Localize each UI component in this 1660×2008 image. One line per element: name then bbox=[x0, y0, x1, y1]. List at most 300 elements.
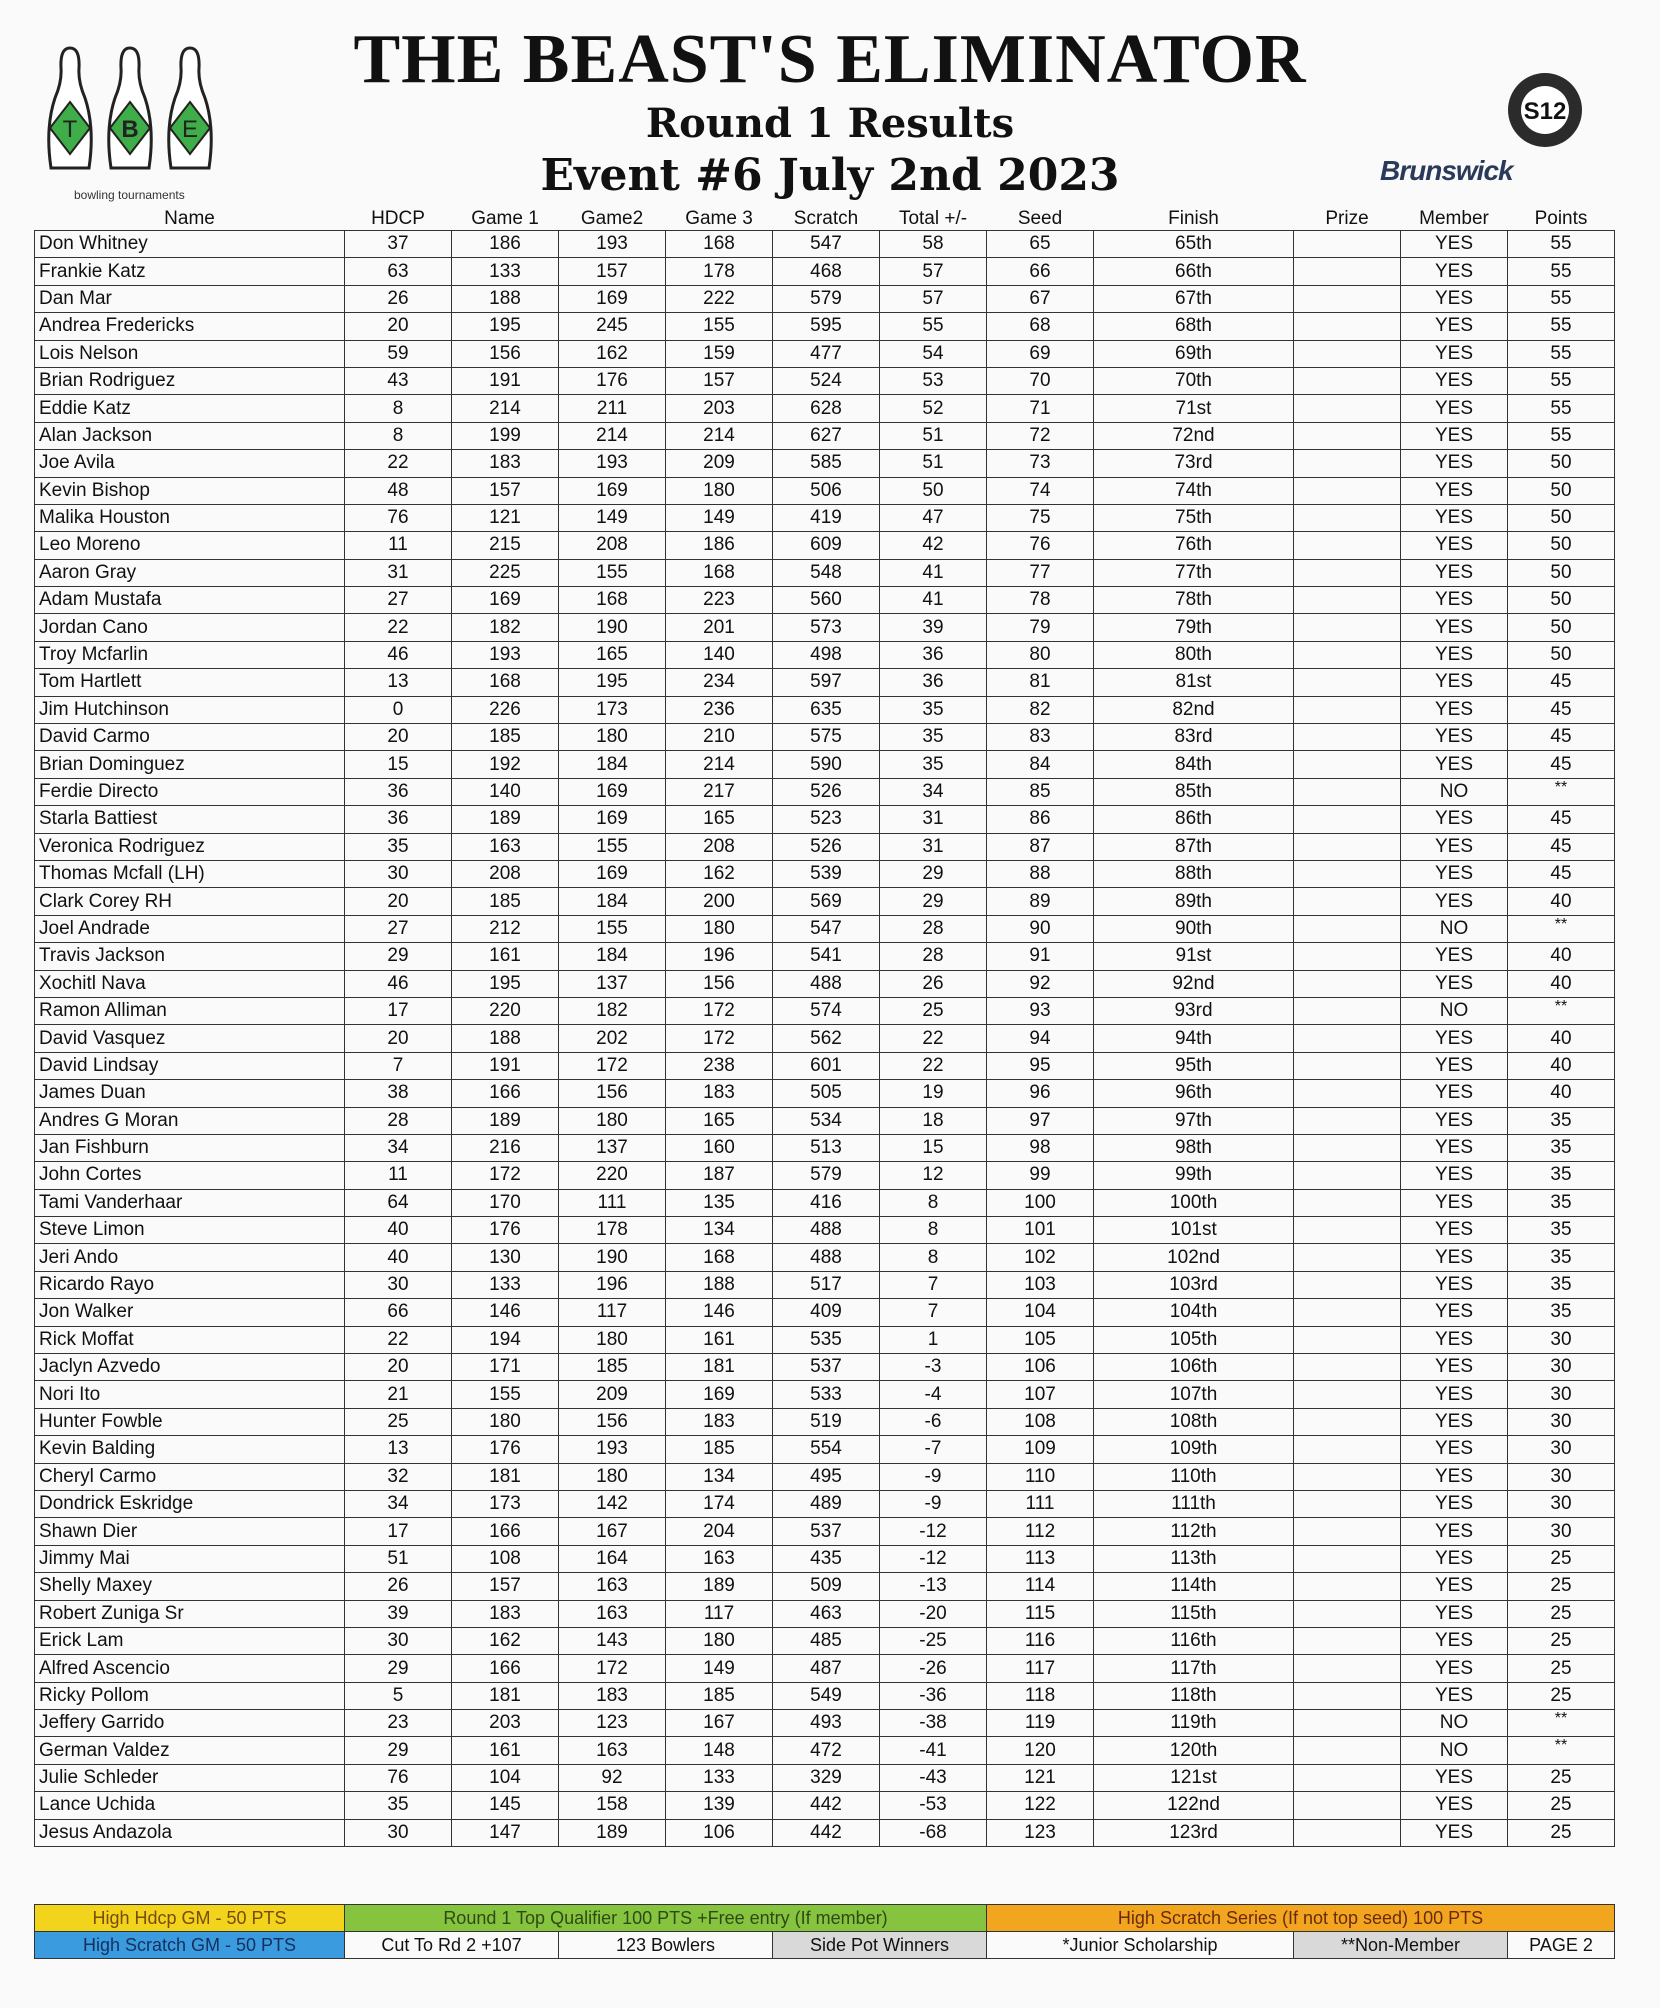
cell-game2: 169 bbox=[559, 477, 666, 504]
cell-game2: 173 bbox=[559, 696, 666, 723]
cell-name: Leo Moreno bbox=[35, 532, 345, 559]
cell-points: 55 bbox=[1508, 313, 1615, 340]
cell-member: YES bbox=[1401, 641, 1508, 668]
cell-total: -9 bbox=[880, 1463, 987, 1490]
cell-seed: 78 bbox=[987, 587, 1094, 614]
cell-game2: 163 bbox=[559, 1737, 666, 1764]
table-row bbox=[35, 313, 1615, 340]
cell-prize bbox=[1294, 778, 1401, 805]
cell-total: 39 bbox=[880, 614, 987, 641]
table-row bbox=[35, 1052, 1615, 1079]
cell-member: YES bbox=[1401, 1162, 1508, 1189]
cell-points: 30 bbox=[1508, 1381, 1615, 1408]
cell-finish: 70th bbox=[1094, 367, 1294, 394]
legend-high-hdcp: High Hdcp GM - 50 PTS bbox=[35, 1905, 345, 1932]
cell-game3: 183 bbox=[666, 1080, 773, 1107]
cell-game2: 184 bbox=[559, 751, 666, 778]
cell-prize bbox=[1294, 1326, 1401, 1353]
cell-points: 25 bbox=[1508, 1545, 1615, 1572]
cell-game2: 169 bbox=[559, 778, 666, 805]
cell-hdcp: 43 bbox=[345, 367, 452, 394]
cell-member: YES bbox=[1401, 860, 1508, 887]
table-row bbox=[35, 1107, 1615, 1134]
cell-points: 45 bbox=[1508, 833, 1615, 860]
cell-scratch: 537 bbox=[773, 1518, 880, 1545]
cell-game1: 176 bbox=[452, 1217, 559, 1244]
cell-total: -12 bbox=[880, 1518, 987, 1545]
cell-name: Brian Rodriguez bbox=[35, 367, 345, 394]
cell-game3: 187 bbox=[666, 1162, 773, 1189]
cell-game2: 117 bbox=[559, 1299, 666, 1326]
cell-total: 15 bbox=[880, 1134, 987, 1161]
cell-scratch: 487 bbox=[773, 1655, 880, 1682]
cell-game2: 142 bbox=[559, 1490, 666, 1517]
cell-game2: 245 bbox=[559, 313, 666, 340]
cell-prize bbox=[1294, 1025, 1401, 1052]
cell-hdcp: 20 bbox=[345, 1025, 452, 1052]
cell-prize bbox=[1294, 669, 1401, 696]
cell-seed: 95 bbox=[987, 1052, 1094, 1079]
cell-points: 25 bbox=[1508, 1792, 1615, 1819]
cell-game1: 183 bbox=[452, 450, 559, 477]
cell-total: 36 bbox=[880, 669, 987, 696]
cell-hdcp: 64 bbox=[345, 1189, 452, 1216]
cell-member: YES bbox=[1401, 614, 1508, 641]
cell-game3: 178 bbox=[666, 258, 773, 285]
cell-finish: 102nd bbox=[1094, 1244, 1294, 1271]
cell-points: 50 bbox=[1508, 532, 1615, 559]
cell-name: Cheryl Carmo bbox=[35, 1463, 345, 1490]
cell-total: -36 bbox=[880, 1682, 987, 1709]
cell-finish: 87th bbox=[1094, 833, 1294, 860]
cell-game1: 104 bbox=[452, 1764, 559, 1791]
cell-game2: 143 bbox=[559, 1627, 666, 1654]
cell-points: 25 bbox=[1508, 1600, 1615, 1627]
cell-seed: 98 bbox=[987, 1134, 1094, 1161]
cell-game2: 162 bbox=[559, 340, 666, 367]
cell-game1: 161 bbox=[452, 1737, 559, 1764]
cell-points: 25 bbox=[1508, 1682, 1615, 1709]
cell-total: -25 bbox=[880, 1627, 987, 1654]
cell-member: YES bbox=[1401, 1600, 1508, 1627]
cell-game3: 168 bbox=[666, 559, 773, 586]
cell-finish: 121st bbox=[1094, 1764, 1294, 1791]
cell-seed: 74 bbox=[987, 477, 1094, 504]
cell-total: -43 bbox=[880, 1764, 987, 1791]
cell-hdcp: 17 bbox=[345, 1518, 452, 1545]
cell-hdcp: 13 bbox=[345, 1436, 452, 1463]
cell-total: -20 bbox=[880, 1600, 987, 1627]
table-row bbox=[35, 1764, 1615, 1791]
legend-high-scratch-series: High Scratch Series (If not top seed) 100 PTS bbox=[987, 1905, 1615, 1932]
cell-finish: 81st bbox=[1094, 669, 1294, 696]
cell-game3: 238 bbox=[666, 1052, 773, 1079]
cell-points: 40 bbox=[1508, 888, 1615, 915]
cell-scratch: 579 bbox=[773, 1162, 880, 1189]
table-row bbox=[35, 1162, 1615, 1189]
cell-game3: 203 bbox=[666, 395, 773, 422]
cell-total: 53 bbox=[880, 367, 987, 394]
cell-seed: 86 bbox=[987, 806, 1094, 833]
cell-total: -6 bbox=[880, 1408, 987, 1435]
cell-seed: 119 bbox=[987, 1710, 1094, 1737]
cell-seed: 85 bbox=[987, 778, 1094, 805]
cell-finish: 112th bbox=[1094, 1518, 1294, 1545]
cell-points: 35 bbox=[1508, 1299, 1615, 1326]
legend-row-1 bbox=[35, 1905, 1615, 1932]
cell-finish: 89th bbox=[1094, 888, 1294, 915]
cell-scratch: 547 bbox=[773, 231, 880, 258]
cell-prize bbox=[1294, 1271, 1401, 1298]
legend-bowlers: 123 Bowlers bbox=[559, 1932, 773, 1959]
cell-seed: 89 bbox=[987, 888, 1094, 915]
cell-total: 34 bbox=[880, 778, 987, 805]
cell-seed: 92 bbox=[987, 970, 1094, 997]
cell-member: YES bbox=[1401, 1764, 1508, 1791]
cell-game1: 176 bbox=[452, 1436, 559, 1463]
cell-prize bbox=[1294, 997, 1401, 1024]
table-row bbox=[35, 1271, 1615, 1298]
cell-scratch: 533 bbox=[773, 1381, 880, 1408]
cell-total: 22 bbox=[880, 1025, 987, 1052]
cell-game1: 180 bbox=[452, 1408, 559, 1435]
cell-total: -26 bbox=[880, 1655, 987, 1682]
cell-finish: 69th bbox=[1094, 340, 1294, 367]
cell-game3: 181 bbox=[666, 1354, 773, 1381]
cell-scratch: 554 bbox=[773, 1436, 880, 1463]
cell-prize bbox=[1294, 285, 1401, 312]
col-seed: Seed bbox=[1017, 208, 1063, 229]
cell-total: 28 bbox=[880, 915, 987, 942]
cell-total: 58 bbox=[880, 231, 987, 258]
cell-prize bbox=[1294, 258, 1401, 285]
cell-finish: 91st bbox=[1094, 943, 1294, 970]
logo-letter-e: E bbox=[181, 116, 199, 143]
cell-name: Joel Andrade bbox=[35, 915, 345, 942]
cell-hdcp: 30 bbox=[345, 1819, 452, 1846]
cell-scratch: 463 bbox=[773, 1600, 880, 1627]
cell-game2: 165 bbox=[559, 641, 666, 668]
cell-prize bbox=[1294, 1080, 1401, 1107]
cell-game2: 149 bbox=[559, 504, 666, 531]
legend-junior: *Junior Scholarship bbox=[987, 1932, 1294, 1959]
cell-member: YES bbox=[1401, 669, 1508, 696]
cell-hdcp: 30 bbox=[345, 1627, 452, 1654]
cell-seed: 84 bbox=[987, 751, 1094, 778]
cell-game1: 185 bbox=[452, 724, 559, 751]
cell-scratch: 488 bbox=[773, 970, 880, 997]
cell-seed: 122 bbox=[987, 1792, 1094, 1819]
cell-points: 30 bbox=[1508, 1408, 1615, 1435]
cell-scratch: 477 bbox=[773, 340, 880, 367]
cell-game3: 157 bbox=[666, 367, 773, 394]
cell-game2: 156 bbox=[559, 1408, 666, 1435]
cell-hdcp: 27 bbox=[345, 587, 452, 614]
cell-hdcp: 13 bbox=[345, 669, 452, 696]
cell-hdcp: 28 bbox=[345, 1107, 452, 1134]
cell-game3: 165 bbox=[666, 1107, 773, 1134]
cell-finish: 98th bbox=[1094, 1134, 1294, 1161]
cell-total: 55 bbox=[880, 313, 987, 340]
cell-points: 40 bbox=[1508, 1080, 1615, 1107]
cell-scratch: 573 bbox=[773, 614, 880, 641]
cell-game2: 169 bbox=[559, 860, 666, 887]
cell-points: ** bbox=[1508, 1710, 1615, 1737]
cell-seed: 120 bbox=[987, 1737, 1094, 1764]
cell-scratch: 329 bbox=[773, 1764, 880, 1791]
cell-seed: 111 bbox=[987, 1490, 1094, 1517]
cell-name: Tom Hartlett bbox=[35, 669, 345, 696]
cell-member: YES bbox=[1401, 696, 1508, 723]
cell-total: -53 bbox=[880, 1792, 987, 1819]
cell-game3: 223 bbox=[666, 587, 773, 614]
cell-prize bbox=[1294, 367, 1401, 394]
cell-points: 30 bbox=[1508, 1518, 1615, 1545]
legend-table bbox=[34, 1904, 1615, 1959]
cell-name: Adam Mustafa bbox=[35, 587, 345, 614]
cell-total: 47 bbox=[880, 504, 987, 531]
cell-member: YES bbox=[1401, 1217, 1508, 1244]
cell-finish: 88th bbox=[1094, 860, 1294, 887]
cell-scratch: 635 bbox=[773, 696, 880, 723]
cell-game2: 180 bbox=[559, 1107, 666, 1134]
cell-member: YES bbox=[1401, 1436, 1508, 1463]
table-row bbox=[35, 1436, 1615, 1463]
cell-game3: 214 bbox=[666, 422, 773, 449]
cell-game3: 201 bbox=[666, 614, 773, 641]
table-row bbox=[35, 504, 1615, 531]
cell-game2: 180 bbox=[559, 724, 666, 751]
cell-game2: 196 bbox=[559, 1271, 666, 1298]
cell-prize bbox=[1294, 888, 1401, 915]
cell-name: Erick Lam bbox=[35, 1627, 345, 1654]
cell-prize bbox=[1294, 340, 1401, 367]
table-row bbox=[35, 1737, 1615, 1764]
cell-game3: 169 bbox=[666, 1381, 773, 1408]
cell-points: 25 bbox=[1508, 1819, 1615, 1846]
table-row bbox=[35, 1600, 1615, 1627]
cell-game2: 211 bbox=[559, 395, 666, 422]
cell-total: -9 bbox=[880, 1490, 987, 1517]
cell-game3: 163 bbox=[666, 1545, 773, 1572]
cell-scratch: 488 bbox=[773, 1217, 880, 1244]
cell-name: Alan Jackson bbox=[35, 422, 345, 449]
legend-page: PAGE 2 bbox=[1508, 1932, 1615, 1959]
cell-finish: 85th bbox=[1094, 778, 1294, 805]
cell-game3: 155 bbox=[666, 313, 773, 340]
col-scratch: Scratch bbox=[793, 208, 859, 229]
cell-seed: 80 bbox=[987, 641, 1094, 668]
cell-game2: 137 bbox=[559, 1134, 666, 1161]
cell-hdcp: 26 bbox=[345, 1573, 452, 1600]
cell-hdcp: 34 bbox=[345, 1134, 452, 1161]
cell-member: YES bbox=[1401, 587, 1508, 614]
cell-member: YES bbox=[1401, 258, 1508, 285]
cell-seed: 110 bbox=[987, 1463, 1094, 1490]
cell-seed: 79 bbox=[987, 614, 1094, 641]
cell-seed: 121 bbox=[987, 1764, 1094, 1791]
cell-game1: 156 bbox=[452, 340, 559, 367]
cell-scratch: 585 bbox=[773, 450, 880, 477]
cell-hdcp: 20 bbox=[345, 1354, 452, 1381]
cell-game1: 171 bbox=[452, 1354, 559, 1381]
cell-scratch: 495 bbox=[773, 1463, 880, 1490]
cell-hdcp: 30 bbox=[345, 860, 452, 887]
cell-member: YES bbox=[1401, 1655, 1508, 1682]
brunswick-logo: Brunswick bbox=[1380, 155, 1513, 186]
cell-total: 57 bbox=[880, 258, 987, 285]
cell-name: Julie Schleder bbox=[35, 1764, 345, 1791]
cell-game2: 193 bbox=[559, 450, 666, 477]
cell-member: YES bbox=[1401, 1819, 1508, 1846]
table-row bbox=[35, 1463, 1615, 1490]
table-row bbox=[35, 997, 1615, 1024]
table-row bbox=[35, 915, 1615, 942]
cell-seed: 68 bbox=[987, 313, 1094, 340]
cell-seed: 76 bbox=[987, 532, 1094, 559]
bowling-pins-icon bbox=[40, 40, 220, 190]
cell-total: 8 bbox=[880, 1244, 987, 1271]
cell-seed: 114 bbox=[987, 1573, 1094, 1600]
cell-seed: 71 bbox=[987, 395, 1094, 422]
cell-member: YES bbox=[1401, 1573, 1508, 1600]
cell-finish: 109th bbox=[1094, 1436, 1294, 1463]
cell-member: YES bbox=[1401, 313, 1508, 340]
cell-name: Clark Corey RH bbox=[35, 888, 345, 915]
cell-finish: 122nd bbox=[1094, 1792, 1294, 1819]
cell-game1: 189 bbox=[452, 806, 559, 833]
cell-prize bbox=[1294, 1463, 1401, 1490]
cell-name: Alfred Ascencio bbox=[35, 1655, 345, 1682]
cell-scratch: 498 bbox=[773, 641, 880, 668]
col-member: Member bbox=[1419, 208, 1489, 229]
cell-seed: 109 bbox=[987, 1436, 1094, 1463]
cell-game3: 167 bbox=[666, 1710, 773, 1737]
cell-hdcp: 5 bbox=[345, 1682, 452, 1709]
cell-total: 28 bbox=[880, 943, 987, 970]
cell-points: 35 bbox=[1508, 1189, 1615, 1216]
cell-prize bbox=[1294, 1189, 1401, 1216]
cell-scratch: 597 bbox=[773, 669, 880, 696]
cell-game3: 172 bbox=[666, 997, 773, 1024]
cell-name: Brian Dominguez bbox=[35, 751, 345, 778]
cell-game2: 180 bbox=[559, 1326, 666, 1353]
cell-hdcp: 20 bbox=[345, 724, 452, 751]
cell-seed: 97 bbox=[987, 1107, 1094, 1134]
cell-finish: 67th bbox=[1094, 285, 1294, 312]
cell-name: Veronica Rodriguez bbox=[35, 833, 345, 860]
cell-points: 55 bbox=[1508, 395, 1615, 422]
cell-name: Ricky Pollom bbox=[35, 1682, 345, 1709]
cell-game2: 214 bbox=[559, 422, 666, 449]
cell-name: Ricardo Rayo bbox=[35, 1271, 345, 1298]
cell-hdcp: 37 bbox=[345, 231, 452, 258]
cell-member: YES bbox=[1401, 888, 1508, 915]
cell-prize bbox=[1294, 477, 1401, 504]
cell-hdcp: 76 bbox=[345, 1764, 452, 1791]
cell-member: YES bbox=[1401, 285, 1508, 312]
cell-name: Andres G Moran bbox=[35, 1107, 345, 1134]
cell-member: YES bbox=[1401, 450, 1508, 477]
table-row bbox=[35, 450, 1615, 477]
cell-finish: 84th bbox=[1094, 751, 1294, 778]
cell-scratch: 513 bbox=[773, 1134, 880, 1161]
table-row bbox=[35, 724, 1615, 751]
cell-member: YES bbox=[1401, 833, 1508, 860]
cell-points: 45 bbox=[1508, 696, 1615, 723]
cell-member: YES bbox=[1401, 806, 1508, 833]
cell-finish: 114th bbox=[1094, 1573, 1294, 1600]
cell-name: Tami Vanderhaar bbox=[35, 1189, 345, 1216]
legend-cut: Cut To Rd 2 +107 bbox=[345, 1932, 559, 1959]
cell-game2: 169 bbox=[559, 806, 666, 833]
cell-hdcp: 76 bbox=[345, 504, 452, 531]
cell-prize bbox=[1294, 1244, 1401, 1271]
cell-game1: 189 bbox=[452, 1107, 559, 1134]
cell-game3: 168 bbox=[666, 231, 773, 258]
col-hdcp: HDCP bbox=[371, 208, 425, 229]
cell-game1: 183 bbox=[452, 1600, 559, 1627]
col-points: Points bbox=[1534, 208, 1588, 229]
cell-seed: 117 bbox=[987, 1655, 1094, 1682]
cell-prize bbox=[1294, 313, 1401, 340]
cell-member: YES bbox=[1401, 1299, 1508, 1326]
cell-seed: 101 bbox=[987, 1217, 1094, 1244]
cell-hdcp: 7 bbox=[345, 1052, 452, 1079]
cell-game1: 161 bbox=[452, 943, 559, 970]
table-row bbox=[35, 1025, 1615, 1052]
cell-hdcp: 46 bbox=[345, 970, 452, 997]
cell-seed: 96 bbox=[987, 1080, 1094, 1107]
cell-game3: 165 bbox=[666, 806, 773, 833]
cell-prize bbox=[1294, 559, 1401, 586]
cell-hdcp: 31 bbox=[345, 559, 452, 586]
cell-total: 25 bbox=[880, 997, 987, 1024]
cell-points: 45 bbox=[1508, 860, 1615, 887]
table-row bbox=[35, 778, 1615, 805]
cell-member: NO bbox=[1401, 1710, 1508, 1737]
cell-finish: 78th bbox=[1094, 587, 1294, 614]
cell-game1: 162 bbox=[452, 1627, 559, 1654]
cell-points: 25 bbox=[1508, 1627, 1615, 1654]
cell-game3: 188 bbox=[666, 1271, 773, 1298]
cell-hdcp: 22 bbox=[345, 614, 452, 641]
cell-prize bbox=[1294, 1436, 1401, 1463]
cell-seed: 70 bbox=[987, 367, 1094, 394]
cell-name: Jeffery Garrido bbox=[35, 1710, 345, 1737]
cell-member: YES bbox=[1401, 1381, 1508, 1408]
cell-scratch: 541 bbox=[773, 943, 880, 970]
cell-seed: 102 bbox=[987, 1244, 1094, 1271]
cell-points: 35 bbox=[1508, 1217, 1615, 1244]
cell-finish: 110th bbox=[1094, 1463, 1294, 1490]
cell-points: 45 bbox=[1508, 724, 1615, 751]
cell-member: YES bbox=[1401, 943, 1508, 970]
cell-name: Lance Uchida bbox=[35, 1792, 345, 1819]
cell-seed: 66 bbox=[987, 258, 1094, 285]
cell-hdcp: 15 bbox=[345, 751, 452, 778]
table-row bbox=[35, 833, 1615, 860]
cell-name: Ferdie Directo bbox=[35, 778, 345, 805]
cell-name: Jan Fishburn bbox=[35, 1134, 345, 1161]
cell-game1: 157 bbox=[452, 1573, 559, 1600]
cell-game3: 180 bbox=[666, 477, 773, 504]
cell-game2: 156 bbox=[559, 1080, 666, 1107]
cell-prize bbox=[1294, 1573, 1401, 1600]
cell-finish: 75th bbox=[1094, 504, 1294, 531]
cell-game3: 208 bbox=[666, 833, 773, 860]
table-row bbox=[35, 395, 1615, 422]
